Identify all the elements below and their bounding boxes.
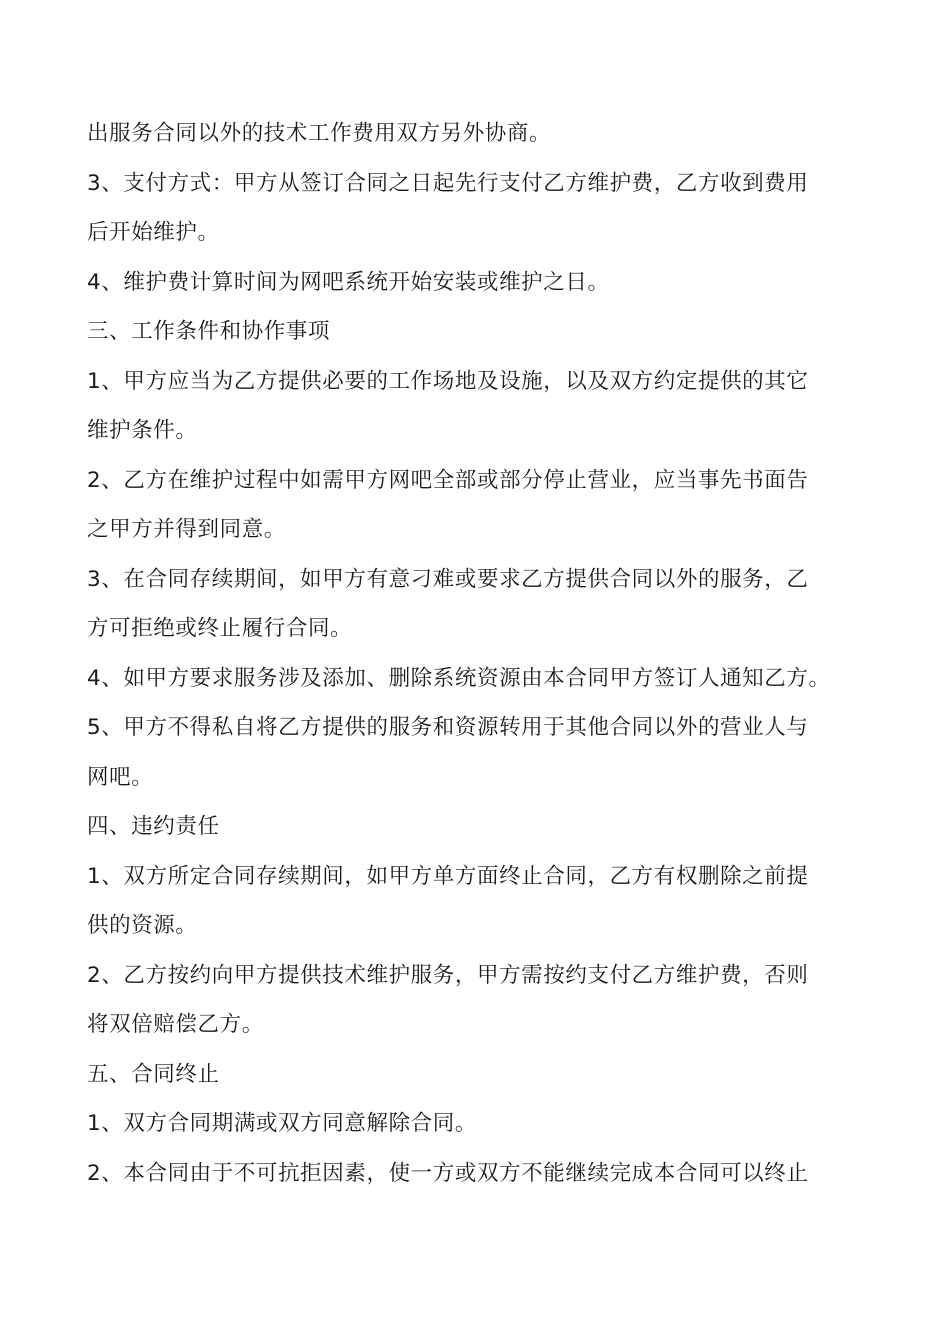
text-line: 3、在合同存续期间，如甲方有意刁难或要求乙方提供合同以外的服务，乙	[87, 566, 809, 592]
text-line: 3、支付方式：甲方从签订合同之日起先行支付乙方维护费，乙方收到费用	[87, 170, 809, 196]
document-body	[87, 109, 877, 1198]
text-line: 2、乙方在维护过程中如需甲方网吧全部或部分停止营业，应当事先书面告	[87, 467, 809, 493]
text-line: 5、甲方不得私自将乙方提供的服务和资源转用于其他合同以外的营业人与	[87, 715, 809, 740]
text-line: 网吧。	[87, 764, 154, 790]
text-line: 1、双方合同期满或双方同意解除合同。	[87, 1111, 477, 1136]
section-heading: 四、违约责任	[87, 814, 220, 839]
text-line: 2、乙方按约向甲方提供技术维护服务，甲方需按约支付乙方维护费，否则	[87, 962, 809, 988]
text-line: 1、甲方应当为乙方提供必要的工作场地及设施，以及双方约定提供的其它	[87, 368, 809, 394]
text-line: 后开始维护。	[87, 220, 220, 245]
text-line: 方可拒绝或终止履行合同。	[87, 616, 353, 641]
text-line: 4、如甲方要求服务涉及添加、删除系统资源由本合同甲方签订人通知乙方。	[87, 665, 831, 691]
text-line: 之甲方并得到同意。	[87, 517, 286, 542]
text-line: 1、双方所定合同存续期间，如甲方单方面终止合同，乙方有权删除之前提	[87, 863, 809, 889]
text-line: 维护条件。	[87, 418, 198, 443]
text-line: 将双倍赔偿乙方。	[87, 1012, 264, 1037]
text-line: 供的资源。	[87, 913, 198, 938]
section-heading: 三、工作条件和协作事项	[87, 319, 331, 344]
section-heading: 五、合同终止	[87, 1061, 220, 1087]
text-line: 2、本合同由于不可抗拒因素，使一方或双方不能继续完成本合同可以终止	[87, 1160, 809, 1186]
text-line: 出服务合同以外的技术工作费用双方另外协商。	[87, 121, 552, 146]
text-line: 4、维护费计算时间为网吧系统开始安装或维护之日。	[87, 269, 610, 295]
